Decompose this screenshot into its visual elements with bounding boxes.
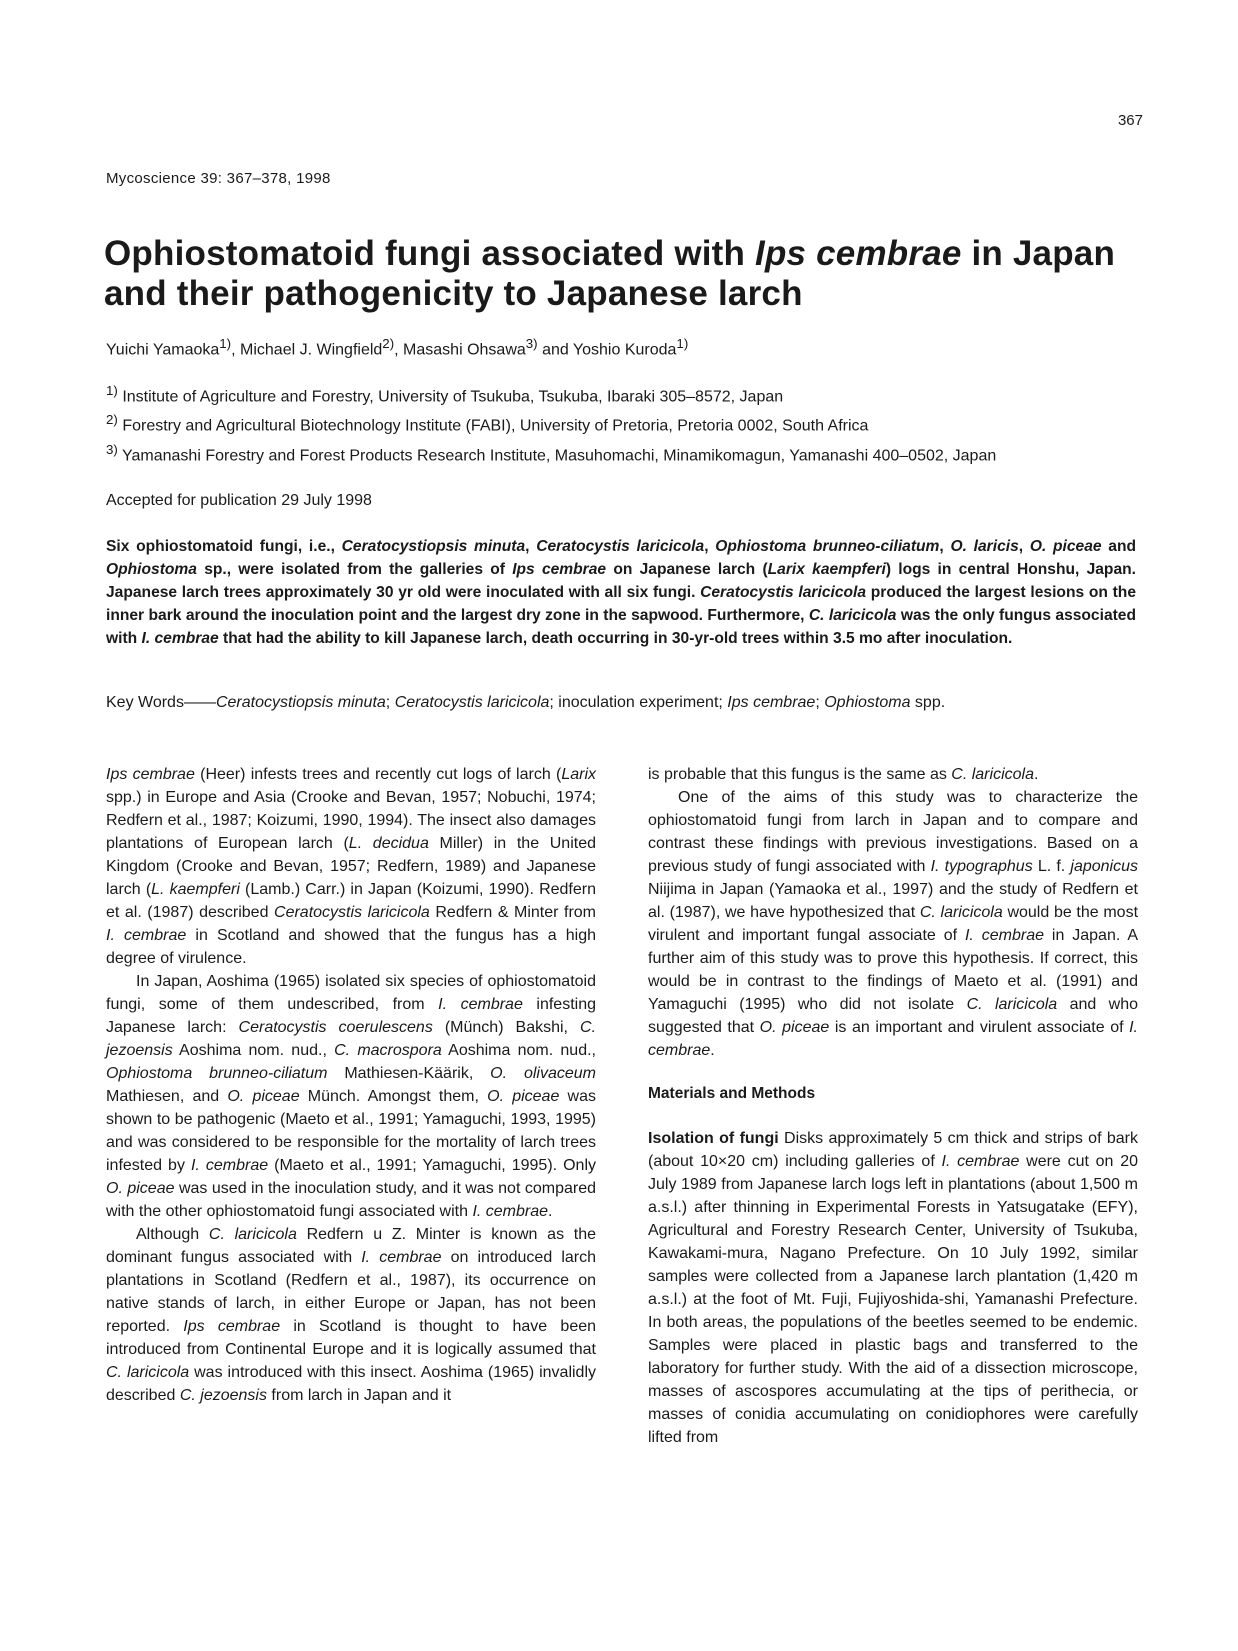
affiliation-item: $^{3)}$ Yamanashi Forestry and Forest Products Research Institute, Masuhomachi, Minamikomagun, Yamanashi 400–0502, Japan	[106, 441, 997, 464]
page-number: 367	[1117, 112, 1143, 129]
left-column	[106, 763, 596, 1407]
right-column	[648, 763, 1138, 1449]
affiliation-item: $^{1)}$ Institute of Agriculture and Forestry, University of Tsukuba, Tsukuba, Ibaraki 305–8572, Japan	[106, 383, 784, 406]
author-list: Yuichi Yamaoka$^{1)}$, Michael J. Wingfield$^{2)}$, Masashi Ohsawa$^{3)}$ and Yoshio Kuroda$^{1)}$	[106, 336, 689, 359]
methods-paragraph: Isolation of fungi Disks approximately 5 cm thick and strips of bark (about 10×20 cm) including galleries of I. cembrae were cut on 20 July 1989 from Japanese larch logs left in plantations (about 1,500 m a.s.l.) after thinning in Experimental Forests in Yatsugatake (EFY), Agricultural and Forestry Research Center, University of Tsukuba, Kawakami-mura, Nagano Prefecture. On 10 July 1992, similar samples were collected from a Japanese larch plantation (1,420 m a.s.l.) at the foot of Mt. Fuji, Fujiyoshida-shi, Yamanashi Prefecture. In both areas, the populations of the beetles seemed to be endemic. Samples were placed in plastic bags and transferred to the laboratory for further study. With the aid of a dissection microscope, masses of ascospores accumulating at the tips of perithecia, or masses of conidia accumulating on conidiophores were carefully lifted from	[648, 1130, 1138, 1446]
keywords: Key Words——Ceratocystiopsis minuta; Ceratocystis laricicola; inoculation experiment; Ips cembrae; Ophiostoma spp.	[106, 694, 946, 711]
intro-paragraph: is probable that this fungus is the same as C. laricicola.	[648, 766, 1039, 783]
subsection-heading: Isolation of fungi	[648, 1130, 779, 1147]
section-heading: Materials and Methods	[648, 1085, 816, 1102]
affiliation-item: $^{2)}$ Forestry and Agricultural Biotechnology Institute (FABI), University of Pretoria, Pretoria 0002, South Africa	[106, 412, 869, 435]
abstract: Six ophiostomatoid fungi, i.e., Ceratocystiopsis minuta, Ceratocystis laricicola, Ophiostoma brunneo-ciliatum, O. laricis, O. piceae and Ophiostoma sp., were isolated from the galleries of Ips cembrae on Japanese larch (Larix kaempferi) logs in central Honshu, Japan. Japanese larch trees approximately 30 yr old were inoculated with all six fungi. Ceratocystis laricicola produced the largest lesions on the inner bark around the inoculation point and the largest dry zone in the sapwood. Furthermore, C. laricicola was the only fungus associated with I. cembrae that had the ability to kill Japanese larch, death occurring in 30-yr-old trees within 3.5 mo after inoculation.	[106, 538, 1137, 647]
article-title: Ophiostomatoid fungi associated with Ips cembrae in Japan and their pathogenicity to Japanese larch	[104, 234, 1116, 313]
intro-paragraph: Ips cembrae (Heer) infests trees and recently cut logs of larch (Larix spp.) in Europe and Asia (Crooke and Bevan, 1957; Nobuchi, 1974; Redfern et al., 1987; Koizumi, 1990, 1994). The insect also damages plantations of European larch (L. decidua Miller) in the United Kingdom (Crooke and Bevan, 1957; Redfern, 1989) and Japanese larch (L. kaempferi (Lamb.) Carr.) in Japan (Koizumi, 1990). Redfern et al. (1987) described Ceratocystis laricicola Redfern & Minter from I. cembrae in Scotland and showed that the fungus has a high degree of virulence.	[106, 766, 597, 967]
intro-paragraph: Although C. laricicola Redfern u Z. Minter is known as the dominant fungus associated with I. cembrae on introduced larch plantations in Scotland (Redfern et al., 1987), its occurrence on native stands of larch, in either Europe or Japan, has not been reported. Ips cembrae in Scotland is thought to have been introduced from Continental Europe and it is logically assumed that C. laricicola was introduced with this insect. Aoshima (1965) invalidly described C. jezoensis from larch in Japan and it	[106, 1226, 597, 1404]
intro-paragraph: One of the aims of this study was to characterize the ophiostomatoid fungi from larch in Japan and to compare and contrast these findings with previous investigations. Based on a previous study of fungi associated with I. typographus L. f. japonicus Niijima in Japan (Yamaoka et al., 1997) and the study of Redfern et al. (1987), we have hypothesized that C. laricicola would be the most virulent and important fungal associate of I. cembrae in Japan. A further aim of this study was to prove this hypothesis. If correct, this would be in contrast to the findings of Maeto et al. (1991) and Yamaguchi (1995) who did not isolate C. laricicola and who suggested that O. piceae is an important and virulent associate of I. cembrae.	[648, 789, 1139, 1059]
intro-paragraph: In Japan, Aoshima (1965) isolated six species of ophiostomatoid fungi, some of them undescribed, from I. cembrae infesting Japanese larch: Ceratocystis coerulescens (Münch) Bakshi, C. jezoensis Aoshima nom. nud., C. macrospora Aoshima nom. nud., Ophiostoma brunneo-ciliatum Mathiesen-Käärik, O. olivaceum Mathiesen, and O. piceae Münch. Amongst them, O. piceae was shown to be pathogenic (Maeto et al., 1991; Yamaguchi, 1993, 1995) and was considered to be responsible for the mortality of larch trees infested by I. cembrae (Maeto et al., 1991; Yamaguchi, 1995). Only O. piceae was used in the inoculation study, and it was not compared with the other ophiostomatoid fungi associated with I. cembrae.	[106, 973, 597, 1220]
accepted-date: Accepted for publication 29 July 1998	[106, 492, 372, 509]
journal-reference: Mycoscience 39: 367–378, 1998	[106, 170, 331, 187]
affiliation-list	[106, 379, 1146, 467]
